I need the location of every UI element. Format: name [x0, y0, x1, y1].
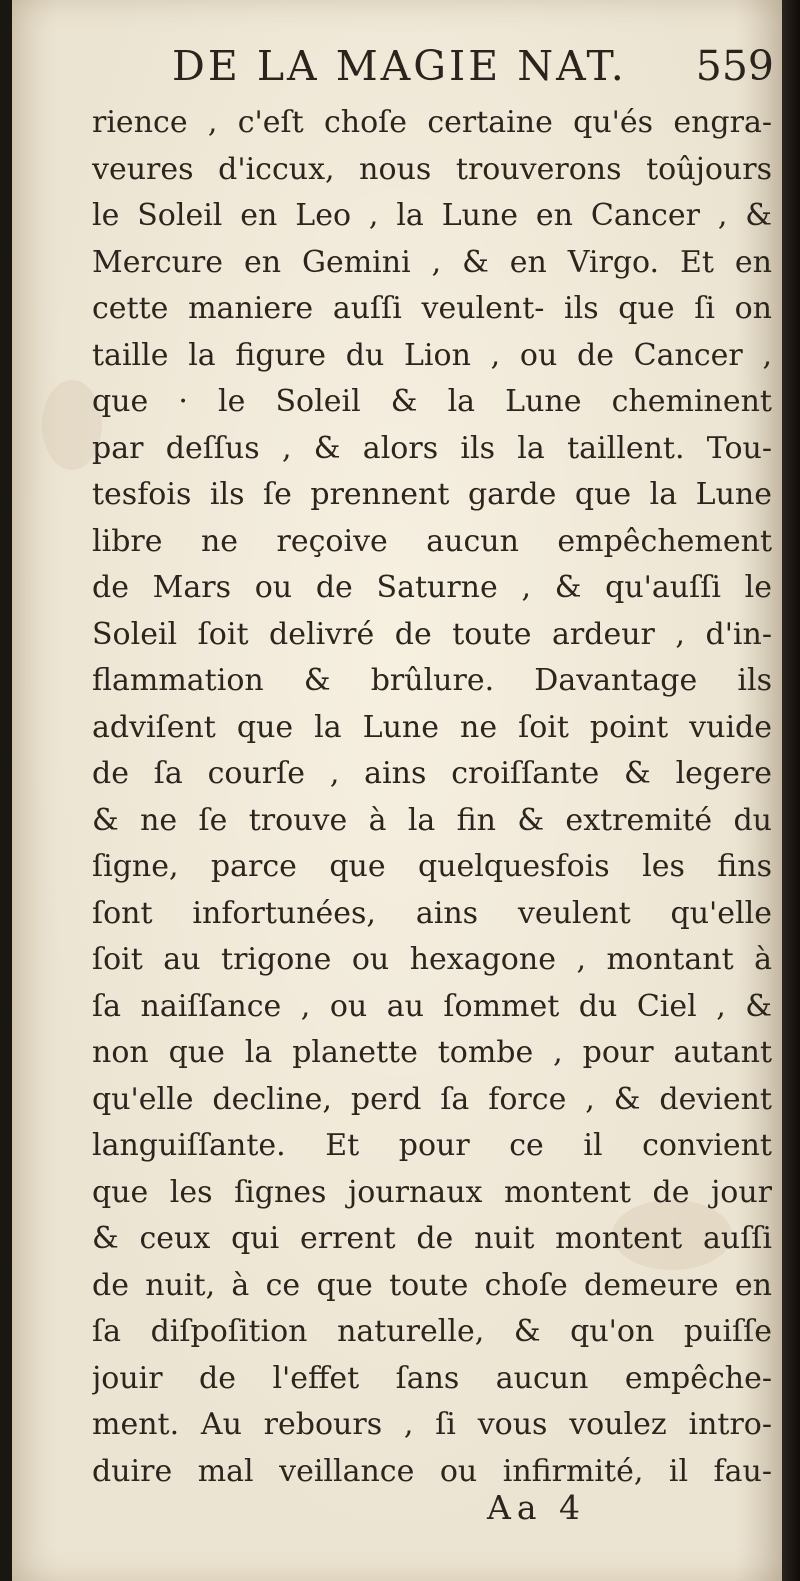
text-line: veures d'iccux, nous trouverons toûjours [92, 151, 772, 187]
text-line: adviſent que la Lune ne ſoit point vuide [92, 709, 772, 745]
text-line: le Soleil en Leo , la Lune en Cancer , & [92, 198, 772, 233]
text-line: languiſſante. Et pour ce il convient [92, 1128, 772, 1163]
text-line: ſoit au trigone ou hexagone , montant à [92, 942, 772, 977]
text-line: Mercure en Gemini , & en Virgo. Et en [92, 244, 772, 280]
text-line: de nuit, à ce que toute choſe demeure en [92, 1267, 772, 1303]
text-line: ſont infortunées, ains veulent qu'elle [92, 895, 772, 931]
text-line: ſa naiſſance , ou au ſommet du Ciel , & [92, 988, 772, 1024]
text-line: que · le Soleil & la Lune cheminent [92, 384, 772, 419]
text-line: flammation & brûlure. Davantage ils [92, 663, 772, 698]
signature-mark: Aa 4 [487, 1488, 586, 1527]
text-line: qu'elle decline, perd ſa force , & devient [92, 1081, 772, 1117]
page-number: 559 [695, 42, 774, 90]
text-line: ment. Au rebours , ſi vous voulez intro- [92, 1407, 772, 1442]
text-line: & ceux qui errent de nuit montent auſſi [92, 1221, 772, 1256]
running-head: DE LA MAGIE NAT. [172, 42, 627, 90]
text-line: ſigne, parce que quelquesfois les fins [92, 849, 772, 884]
text-line: ſa diſpoſition naturelle, & qu'on puiſſe [92, 1314, 772, 1349]
text-line: rience , c'eſt choſe certaine qu'és engra- [92, 105, 772, 140]
text-line: tesfois ils ſe prennent garde que la Lune [92, 477, 772, 512]
text-line: que les ſignes journaux montent de jour [92, 1174, 772, 1210]
text-line: libre ne reçoive aucun empêchement [92, 523, 772, 559]
text-line: par deſſus , & alors ils la taillent. Tou- [92, 430, 772, 466]
text-line: de ſa courſe , ains croiſſante & legere [92, 756, 772, 791]
text-line: cette maniere auſſi veulent- ils que ſi on [92, 291, 772, 326]
book-page [12, 0, 782, 1581]
text-line: taille la figure du Lion , ou de Cancer , [92, 337, 772, 373]
text-line: Soleil ſoit delivré de toute ardeur , d'in- [92, 616, 772, 652]
text-line: duire mal veillance ou infirmité, il fau- [92, 1453, 772, 1489]
text-line: jouir de l'effet ſans aucun empêche- [92, 1360, 772, 1396]
book-edge-shadow [782, 0, 800, 1581]
text-line: non que la planette tombe , pour autant [92, 1035, 772, 1070]
body-text [92, 100, 772, 1495]
text-line: & ne ſe trouve à la fin & extremité du [92, 802, 772, 838]
page-header [162, 42, 782, 102]
text-line: de Mars ou de Saturne , & qu'auſſi le [92, 570, 772, 605]
